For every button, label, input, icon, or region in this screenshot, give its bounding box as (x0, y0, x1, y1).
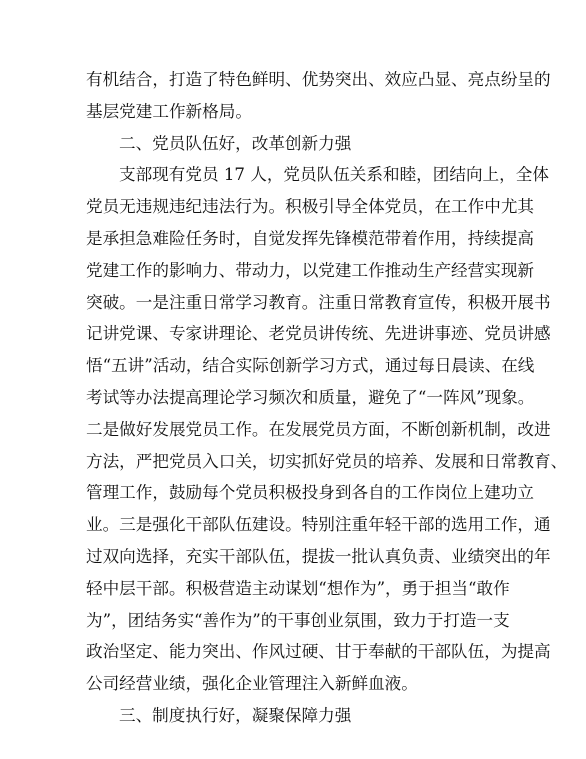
paragraph-last-line: 公司经营业绩，强化企业管理注入新鲜血液。 (86, 674, 418, 694)
section-heading: 三、制度执行好，凝聚保障力强 (119, 705, 352, 725)
paragraph-line: 二是做好发展党员工作。在发展党员方面，不断创新机制，改进 (86, 419, 551, 439)
paragraph-line: 管理工作，鼓励每个党员积极投身到各自的工作岗位上建功立 (86, 483, 535, 503)
paragraph-line: 方法，严把党员入口关，切实抓好党员的培养、发展和日常教育、 (86, 451, 568, 471)
paragraph-line: 考试等办法提高理论学习频次和质量，避免了“一阵风”现象。 (86, 387, 535, 407)
paragraph-line: 有机结合，打造了特色鲜明、优势突出、效应凸显、亮点纷呈的 (86, 70, 551, 89)
paragraph-last-line: 基层党建工作新格局。 (86, 101, 252, 121)
paragraph-line: 政治坚定、能力突出、作风过硬、甘于奉献的干部队伍，为提高 (86, 642, 551, 662)
section-heading: 二、党员队伍好，改革创新力强 (119, 133, 352, 153)
paragraph-line: 轻中层干部。积极营造主动谋划“想作为”，勇于担当“敢作 (86, 578, 510, 598)
paragraph-line: 突破。一是注重日常学习教育。注重日常教育宣传，积极开展书 (86, 292, 551, 312)
paragraph-line: 记讲党课、专家讲理论、老党员讲传统、先进讲事迹、党员讲感 (86, 324, 551, 344)
paragraph-line: 党建工作的影响力、带动力，以党建工作推动生产经营实现新 (86, 260, 535, 280)
paragraph-line: 过双向选择，充实干部队伍，提拔一批认真负责、业绩突出的年 (86, 546, 551, 566)
paragraph-line: 悟“五讲”活动，结合实际创新学习方式，通过每日晨读、在线 (86, 356, 535, 376)
paragraph-line: 为”，团结务实“善作为”的干事创业氛围，致力于打造一支 (86, 610, 510, 630)
paragraph-line: 是承担急难险任务时，自觉发挥先锋模范带着作用，持续提高 (86, 228, 535, 248)
paragraph-line: 业。三是强化干部队伍建设。特别注重年轻干部的选用工作，通 (86, 515, 551, 535)
paragraph-first-line: 支部现有党员 17 人，党员队伍关系和睦，团结向上，全体 (119, 165, 549, 185)
document-body (86, 64, 568, 732)
paragraph-line: 党员无违规违纪违法行为。积极引导全体党员，在工作中尤其 (86, 197, 535, 217)
